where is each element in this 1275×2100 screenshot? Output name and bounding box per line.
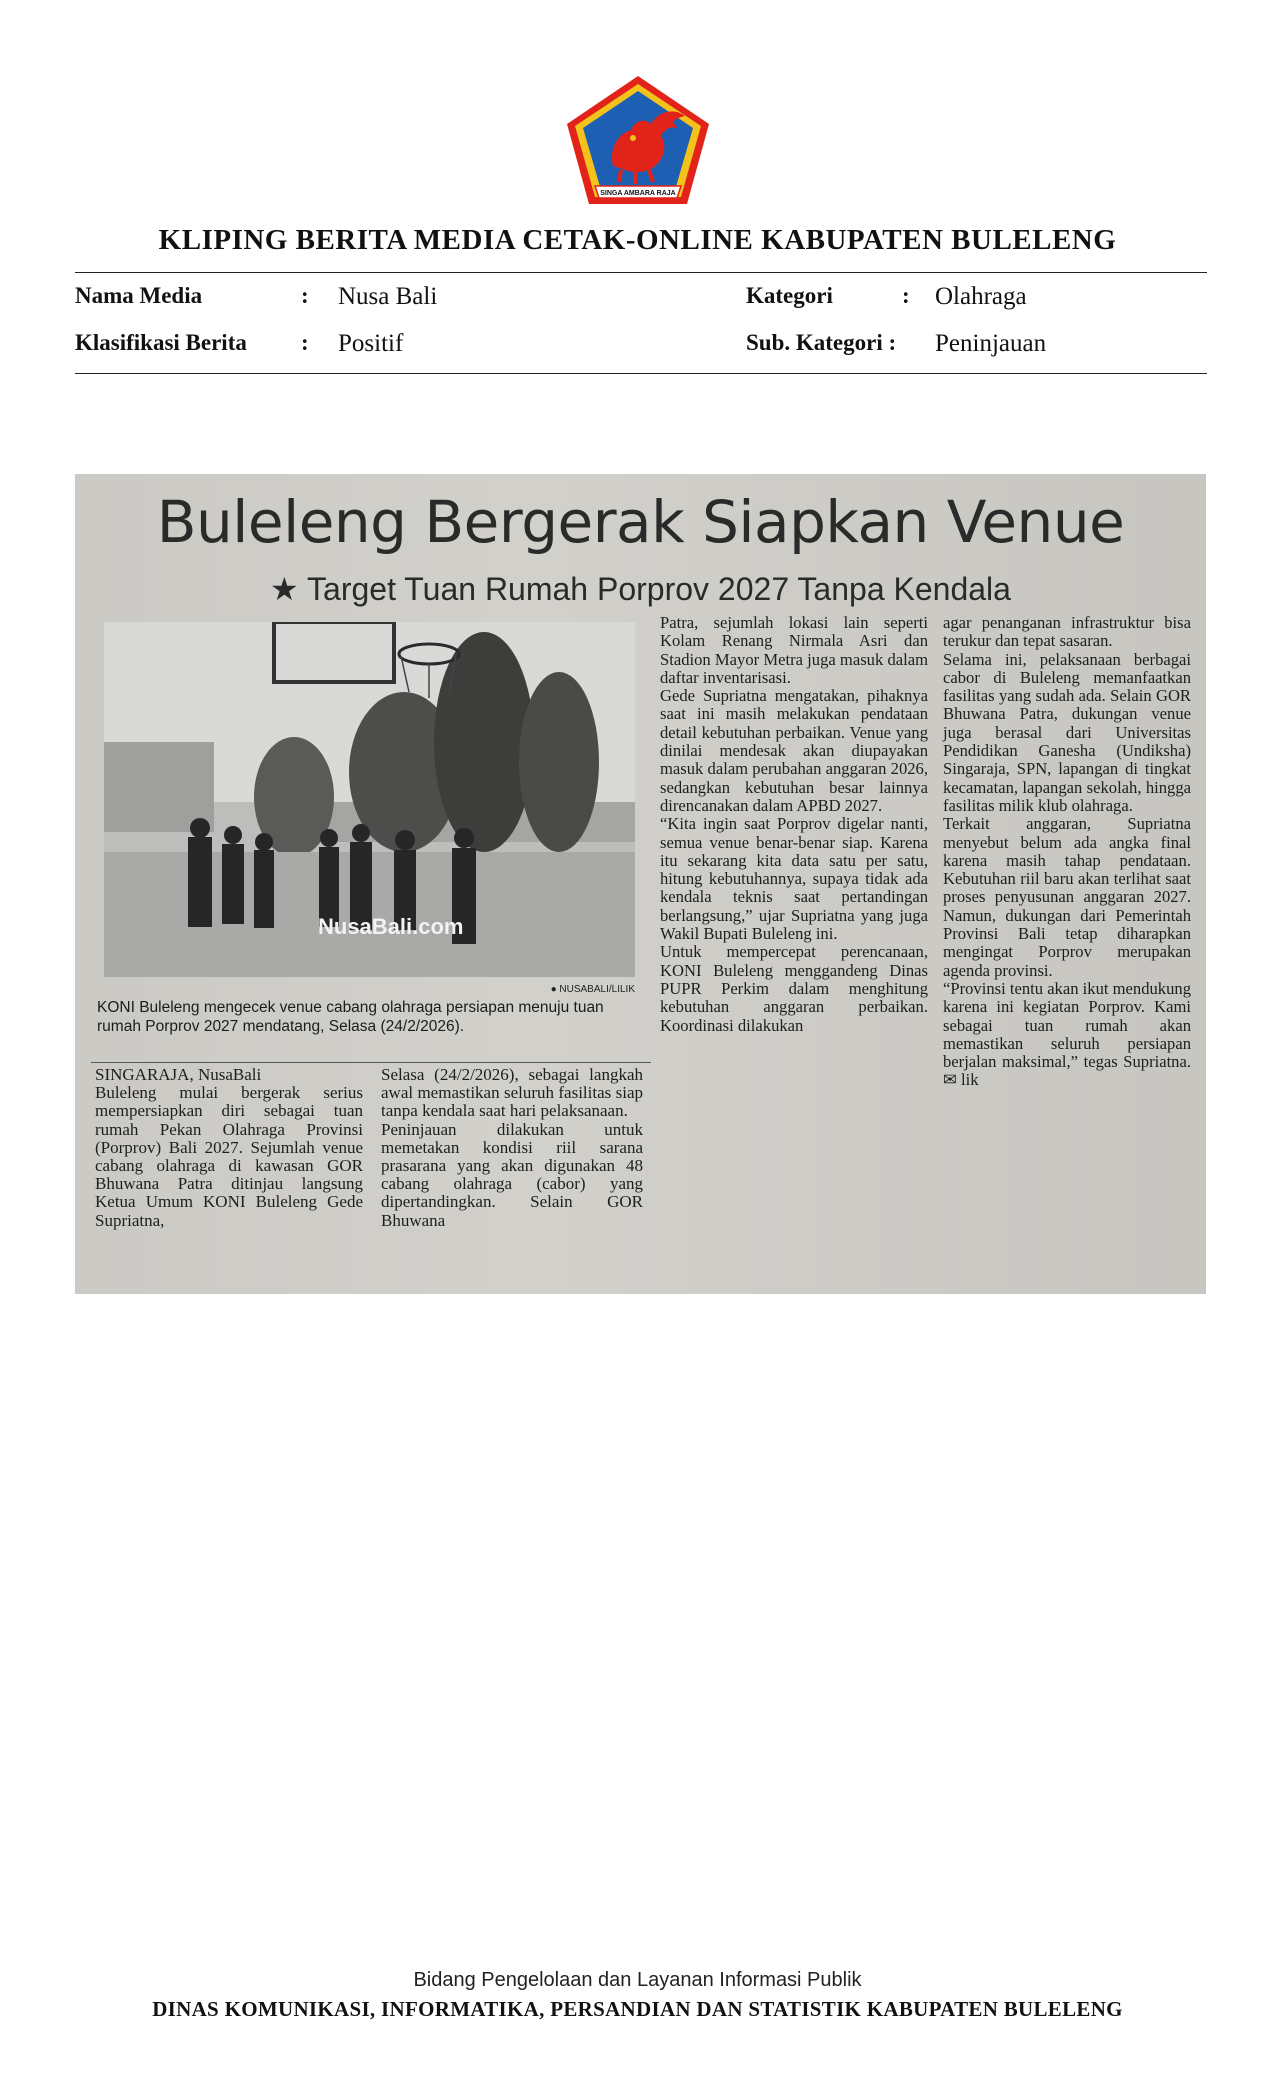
article-subheadline: ★ Target Tuan Rumah Porprov 2027 Tanpa Kendala (270, 571, 1011, 607)
media-name-label: Nama Media (75, 283, 203, 308)
article-column-3: Patra, sejumlah lokasi lain seperti Kolam Renang Nirmala Asri dan Stadion Mayor Metra juga masuk dalam daftar inventarisasi. Gede Supriatna mengatakan, pihaknya saat ini masih melakukan pendataan detail kebutuhan perbaikan. Venue yang dinilai mendesak akan diupayakan masuk dalam perubahan anggaran 2026, sedangkan kebutuhan besar lainnya direncanakan dalam APBD 2027. “Kita ingin saat Porprov digelar nanti, semua venue benar-benar siap. Karena itu sekarang kita data satu per satu, hitung kebutuhannya, supaya tidak ada kendala teknis saat pertandingan berlangsung,” ujar Supriatna yang juga Wakil Bupati Buleleng ini. Untuk mempercepat perencanaan, KONI Buleleng menggandeng Dinas PUPR Perkim dalam menghitung kebutuhan anggaran perbaikan. Koordinasi dilakukan (660, 613, 928, 1035)
header-bottom-rule (75, 373, 1207, 374)
buleleng-emblem-logo (565, 74, 711, 206)
photo-watermark: NusaBali.com (318, 914, 464, 939)
photo-credit: ● NUSABALI/LILIK (550, 984, 635, 995)
subcategory-label: Sub. Kategori : (746, 330, 897, 355)
classification-label: Klasifikasi Berita (75, 330, 247, 355)
footer-division: Bidang Pengelolaan dan Layanan Informasi Publik (413, 1969, 862, 1991)
newspaper-clipping (75, 474, 1206, 1294)
subcategory-value: Peninjauan (935, 330, 1047, 357)
header-top-rule (75, 272, 1207, 273)
classification-colon: : (301, 330, 309, 355)
article-column-2: Selasa (24/2/2026), sebagai langkah awal memastikan seluruh fasilitas siap tanpa kendala saat hari pelaksanaan. Peninjauan dilakukan untuk memetakan kondisi riil sarana prasarana yang akan digunakan 48 cabang olahraga (cabor) yang dipertandingkan. Selain GOR Bhuwana (381, 1065, 643, 1230)
footer-agency: DINAS KOMUNIKASI, INFORMATIKA, PERSANDIAN DAN STATISTIK KABUPATEN BULELENG (152, 1997, 1123, 2021)
article-column-1: SINGARAJA, NusaBali Buleleng mulai bergerak serius mempersiapkan diri sebagai tuan rumah Pekan Olahraga Provinsi (Porprov) Bali 2027. Sejumlah venue cabang olahraga di kawasan GOR Bhuwana Patra ditinjau langsung Ketua Umum KONI Buleleng Gede Supriatna, (95, 1065, 363, 1230)
article-headline: Buleleng Bergerak Siapkan Venue (156, 488, 1125, 556)
emblem-motto: SINGA AMBARA RAJA (600, 190, 676, 197)
article-column-4: agar penanganan infrastruktur bisa terukur dan tepat sasaran. Selama ini, pelaksanaan berbagai cabor di Buleleng memanfaatkan fasilitas yang sudah ada. Selain GOR Bhuwana Patra, dukungan venue juga berasal dari Universitas Pendidikan Ganesha (Undiksha) Singaraja, SPN, lapangan di tingkat kecamatan, lapangan sekolah, hingga fasilitas milik klub olahraga. Terkait anggaran, Supriatna menyebut belum ada angka final karena masih tahap pendataan. Kebutuhan riil baru akan terlihat saat proses penyusunan anggaran 2027. Namun, dukungan dari Pemerintah Provinsi Bali tetap diharapkan mengingat Porprov merupakan agenda provinsi. “Provinsi tentu akan ikut mendukung karena ini kegiatan Porprov. Kami sebagai tuan rumah akan memastikan seluruh persiapan berjalan maksimal,” tegas Supriatna.✉ lik (943, 613, 1191, 1090)
category-label: Kategori (746, 283, 833, 308)
document-title: KLIPING BERITA MEDIA CETAK-ONLINE KABUPATEN BULELENG (158, 224, 1117, 256)
classification-value: Positif (338, 330, 404, 357)
article-photo (104, 622, 635, 977)
category-colon: : (902, 283, 910, 308)
media-name-value: Nusa Bali (338, 283, 438, 310)
photo-caption: KONI Buleleng mengecek venue cabang olahraga persiapan menuju tuan rumah Porprov 2027 mendatang, Selasa (24/2/2026). (97, 999, 604, 1035)
media-name-colon: : (301, 283, 309, 308)
category-value: Olahraga (935, 283, 1027, 310)
caption-rule (91, 1062, 651, 1063)
